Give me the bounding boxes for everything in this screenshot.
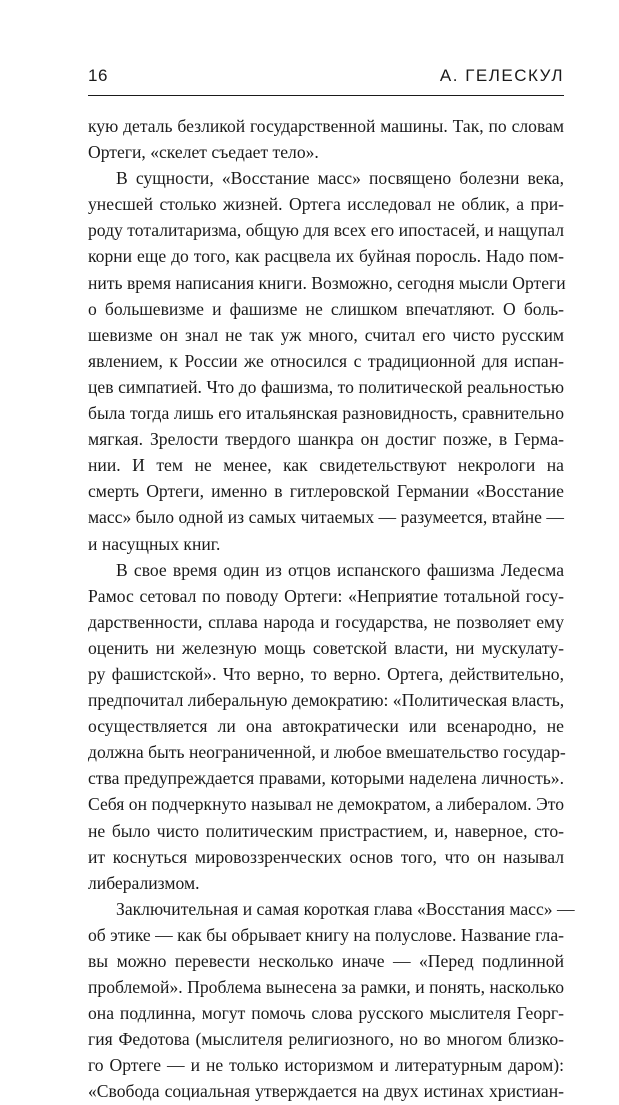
text-line: либерализмом. (88, 872, 200, 893)
text-line: вы можно перевести несколько иначе — «Перед подлинной (88, 951, 564, 971)
text-line: В сущности, «Восстание масс» посвящено болезни века, (116, 168, 564, 189)
text-line: ства предупреждается правами, которыми наделена личность». (88, 768, 564, 789)
text-line: проблемой». Проблема вынесена за рамки, и понять, насколько (88, 977, 564, 998)
text-line: ит коснуться мировоззренческих основ того, что он называл (88, 846, 564, 867)
text-line: Себя он подчеркнуто называл не демократом, а либералом. Это (88, 794, 564, 815)
text-line: она подлинна, могут помочь слова русского мыслителя Георг- (88, 1003, 564, 1024)
text-line: корни еще до того, как расцвела их буйная поросль. Надо пом- (88, 246, 564, 267)
text-line: мягкая. Зрелости твердого шанкра он достиг позже, в Герма- (88, 429, 564, 450)
text-line: масс» было одной из самых читаемых — разумеется, втайне — (88, 507, 564, 528)
text-line: дарственности, сплава народа и государства, не позволяет ему (88, 611, 564, 632)
text-line: Заключительная и самая короткая глава «Восстания масс» — (116, 898, 575, 919)
text-line: и насущных книг. (88, 533, 221, 554)
text-line: нить время написания книги. Возможно, сегодня мысли Ортеги (88, 272, 566, 293)
text-line: осуществляется ли она автократически или всенародно, не (88, 716, 564, 737)
body-text (88, 113, 575, 1105)
header-rule (88, 95, 564, 96)
text-line: оценить ни железную мощь советской власти, ни мускулату- (88, 637, 564, 658)
text-line: смерть Ортеги, именно в гитлеровской Германии «Восстание (88, 481, 564, 502)
text-line: В свое время один из отцов испанского фашизма Ледесма (116, 559, 564, 580)
text-line: го Ортеге — и не только историзмом и литературным даром): (88, 1055, 564, 1076)
text-line: предпочитал либеральную демократию: «Политическая власть, (88, 690, 565, 711)
text-line: явлением, к России же относился с традиционной для испан- (88, 350, 564, 371)
text-line: о большевизме и фашизме не слишком впечатляют. О боль- (88, 298, 564, 319)
text-line: Рамос сетовал по поводу Ортеги: «Неприятие тотальной госу- (88, 585, 564, 606)
text-line: гия Федотова (мыслителя религиозного, но во многом близко- (88, 1029, 564, 1050)
text-line: была тогда лишь его итальянская разновидность, сравнительно (88, 403, 564, 424)
text-line: «Свобода социальная утверждается на двух истинах христиан- (88, 1081, 564, 1102)
text-line: унесшей столько жизней. Ортега исследовал не облик, а при- (88, 194, 564, 215)
text-line: ру фашистской». Что верно, то верно. Ортега, действительно, (88, 663, 564, 684)
text-line: нии. И тем не менее, как свидетельствуют некрологи на (88, 455, 564, 476)
text-line: Ортеги, «скелет съедает тело». (88, 142, 319, 163)
running-header (88, 66, 564, 90)
page-number: 16 (88, 66, 108, 85)
text-line: должна быть неограниченной, и любое вмешательство государ- (88, 742, 566, 763)
text-line: не было чисто политическим пристрастием, и, наверное, сто- (88, 820, 564, 841)
text-line: шевизме он знал не так уж много, считал его чисто русским (88, 324, 564, 345)
running-title: А. ГЕЛЕСКУЛ (439, 66, 564, 85)
text-line: об этике — как бы обрывает книгу на полуслове. Название гла- (88, 924, 564, 945)
text-line: кую деталь безликой государственной машины. Так, по словам (88, 116, 564, 136)
text-line: цев симпатией. Что до фашизма, то политической реальностью (88, 376, 564, 397)
text-line: роду тоталитаризма, общую для всех его ипостасей, и нащупал (88, 220, 564, 241)
